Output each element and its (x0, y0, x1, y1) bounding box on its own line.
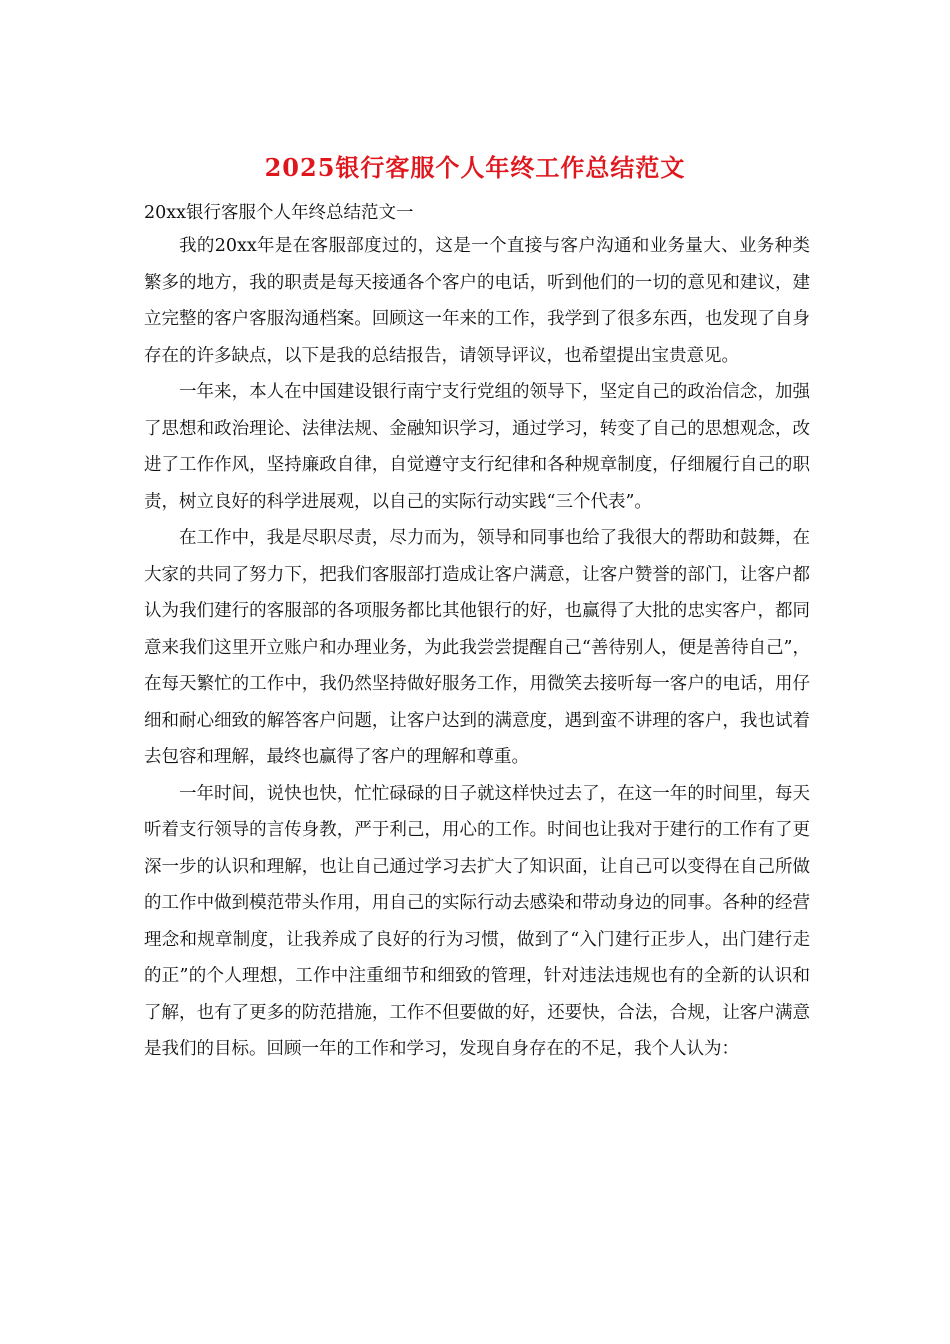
paragraph-1: 我的20xx年是在客服部度过的，这是一个直接与客户沟通和业务量大、业务种类繁多的地方，我的职责是每天接通各个客户的电话，听到他们的一切的意见和建议，建立完整的客户客服沟通档案。回顾这一年来的工作，我学到了很多东西，也发现了自身存在的许多缺点，以下是我的总结报告，请领导评议，也希望提出宝贵意见。 (144, 236, 810, 366)
section-subtitle: 20xx银行客服个人年终总结范文一 (144, 203, 414, 223)
paragraph-2: 一年来，本人在中国建设银行南宁支行党组的领导下，坚定自己的政治信念，加强了思想和政治理论、法律法规、金融知识学习，通过学习，转变了自己的思想观念，改进了工作作风，坚持廉政自律，自觉遵守支行纪律和各种规章制度，仔细履行自己的职责，树立良好的科学进展观，以自己的实际行动实践“三个代表”。 (144, 382, 810, 512)
paragraph-4: 一年时间，说快也快，忙忙碌碌的日子就这样快过去了，在这一年的时间里，每天听着支行领导的言传身教，严于利己，用心的工作。时间也让我对于建行的工作有了更深一步的认识和理解，也让自己通过学习去扩大了知识面，让自己可以变得在自己所做的工作中做到模范带头作用，用自己的实际行动去感染和带动身边的同事。各种的经营理念和规章制度，让我养成了良好的行为习惯，做到了“入门建行正步人，出门建行走的正”的个人理想，工作中注重细节和细致的管理，针对违法违规也有的全新的认识和了解，也有了更多的防范措施，工作不但要做的好，还要快，合法，合规，让客户满意是我们的目标。回顾一年的工作和学习，发现自身存在的不足，我个人认为： (144, 783, 810, 1059)
paragraph-3: 在工作中，我是尽职尽责，尽力而为，领导和同事也给了我很大的帮助和鼓舞，在大家的共同了努力下，把我们客服部打造成让客户满意，让客户赞誉的部门，让客户都认为我们建行的客服部的各项服务都比其他银行的好，也赢得了大批的忠实客户，都同意来我们这里开立账户和办理业务，为此我尝尝提醒自己“善待别人，便是善待自己”，在每天繁忙的工作中，我仍然坚持做好服务工作，用微笑去接听每一客户的电话，用仔细和耐心细致的解答客户问题，让客户达到的满意度，遇到蛮不讲理的客户，我也试着去包容和理解，最终也赢得了客户的理解和尊重。 (144, 528, 810, 767)
document-body (144, 198, 810, 1068)
document-title: 2025银行客服个人年终工作总结范文 (264, 153, 686, 182)
